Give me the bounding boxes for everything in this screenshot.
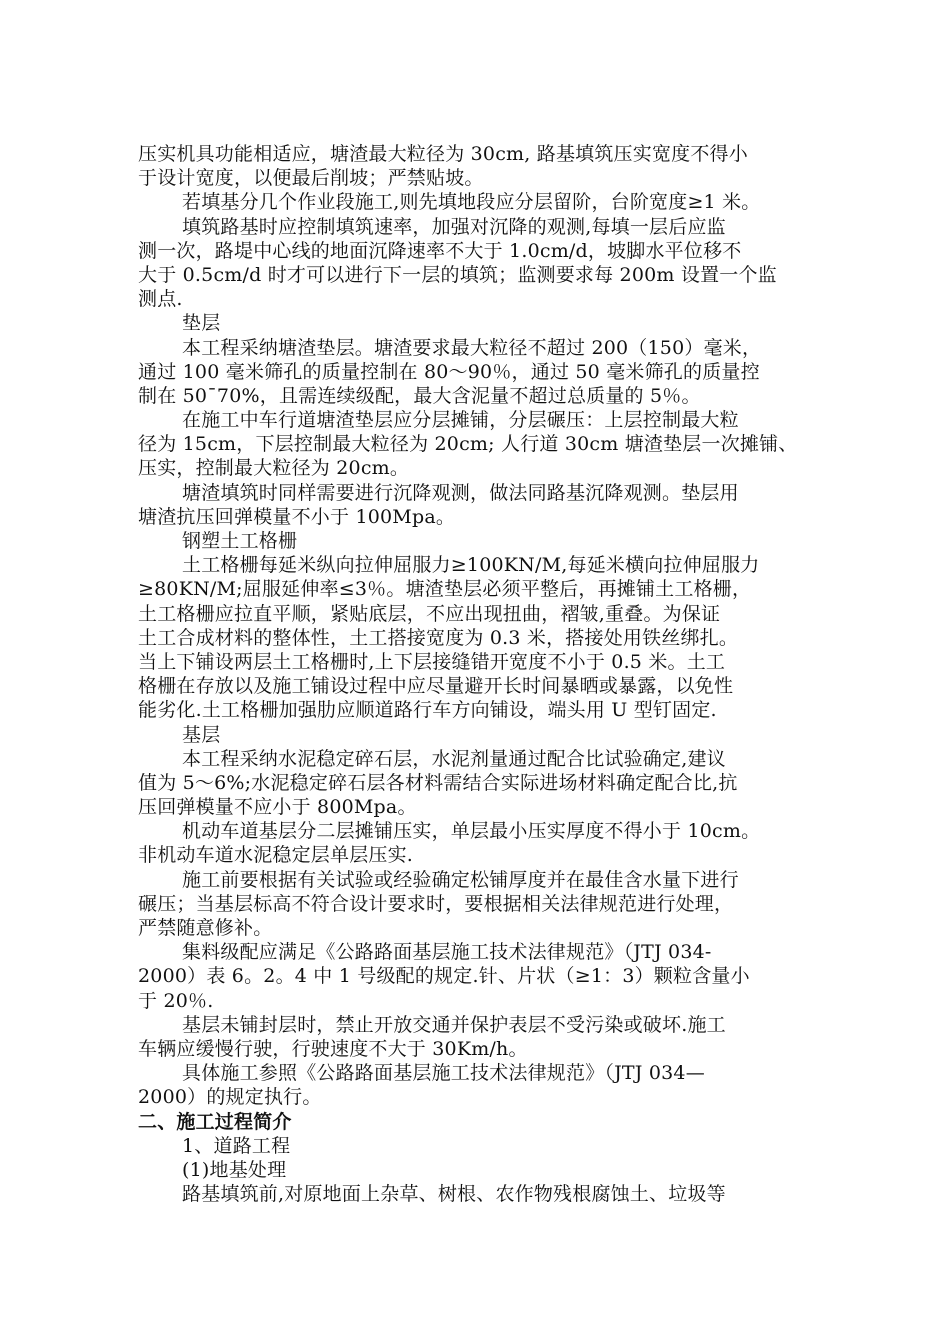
text-line: 2000）的规定执行。 xyxy=(138,1086,322,1109)
text-line: 压回弹模量不应小于 800Mpa。 xyxy=(138,796,417,819)
text-line: 压实机具功能相适应，塘渣最大粒径为 30cm, 路基填筑压实宽度不得小 xyxy=(138,143,748,165)
text-line: 本工程采纳塘渣垫层。塘渣要求最大粒径不超过 200（150）毫米， xyxy=(182,336,762,359)
text-line: 基层未铺封层时，禁止开放交通并保护表层不受污染或破坏.施工 xyxy=(182,1013,726,1036)
text-line: 径为 15cm，下层控制最大粒径为 20cm; 人行道 30cm 塘渣垫层一次摊铺、 xyxy=(138,433,798,456)
text-line: 制在 50¯70%，且需连续级配，最大含泥量不超过总质量的 5％。 xyxy=(138,384,701,407)
text-line: 于设计宽度，以便最后削坡；严禁贴坡。 xyxy=(138,167,484,190)
text-line: 车辆应缓慢行驶，行驶速度不大于 30Km/h。 xyxy=(138,1037,528,1060)
section-heading: 二、施工过程简介 xyxy=(138,1110,292,1133)
text-line: 能劣化.土工格栅加强肋应顺道路行车方向铺设，端头用 U 型钉固定. xyxy=(138,699,717,722)
text-line: 当上下铺设两层土工格栅时,上下层接缝错开宽度不小于 0.5 米。土工 xyxy=(138,650,726,673)
text-line: (1)地基处理 xyxy=(182,1158,287,1181)
text-line: 基层 xyxy=(182,723,221,746)
text-line: 塘渣填筑时同样需要进行沉降观测，做法同路基沉降观测。垫层用 xyxy=(182,481,739,504)
text-line: 压实，控制最大粒径为 20cm。 xyxy=(138,457,410,480)
text-line: 大于 0.5cm/d 时才可以进行下一层的填筑；监测要求每 200m 设置一个监 xyxy=(138,263,777,286)
text-line: 本工程采纳水泥稳定碎石层，水泥剂量通过配合比试验确定,建议 xyxy=(182,747,726,770)
text-line: 土工格栅应拉直平顺，紧贴底层，不应出现扭曲，褶皱,重叠。为保证 xyxy=(138,602,721,625)
text-line: 塘渣抗压回弹模量不小于 100Mpa。 xyxy=(138,505,456,528)
text-line: 若填基分几个作业段施工,则先填地段应分层留阶，台阶宽度≥1 米。 xyxy=(182,191,761,214)
text-line: 非机动车道水泥稳定层单层压实. xyxy=(138,844,414,867)
text-line: 在施工中车行道塘渣垫层应分层摊铺，分层碾压：上层控制最大粒 xyxy=(182,409,739,432)
text-line: 机动车道基层分二层摊铺压实，单层最小压实厚度不得小于 10cm。 xyxy=(182,820,761,843)
text-line: 土工格栅每延米纵向拉伸屈服力≥100KN/M,每延米横向拉伸屈服力 xyxy=(182,554,760,577)
text-line: 路基填筑前,对原地面上杂草、树根、农作物残根腐蚀土、垃圾等 xyxy=(182,1183,726,1206)
text-line: 填筑路基时应控制填筑速率，加强对沉降的观测,每填一层后应监 xyxy=(182,215,726,238)
text-line: 施工前要根据有关试验或经验确定松铺厚度并在最佳含水量下进行 xyxy=(182,868,739,891)
text-line: 钢塑土工格栅 xyxy=(182,530,298,552)
text-line: 严禁随意修补。 xyxy=(138,917,273,939)
text-line: 土工合成材料的整体性，土工搭接宽度为 0.3 米，搭接处用铁丝绑扎。 xyxy=(138,626,739,649)
text-line: 测一次，路堤中心线的地面沉降速率不大于 1.0cm/d，坡脚水平位移不 xyxy=(138,239,742,262)
text-line: 2000）表 6。2。4 中 1 号级配的规定.针、片状（≥1：3）颗粒含量小 xyxy=(138,965,750,988)
text-line: 测点. xyxy=(138,288,183,311)
text-line: 1、道路工程 xyxy=(182,1134,291,1157)
document-page xyxy=(138,142,838,1206)
text-line: 于 20％. xyxy=(138,989,214,1012)
text-line: 通过 100 毫米筛孔的质量控制在 80～90％，通过 50 毫米筛孔的质量控 xyxy=(138,360,760,383)
text-line: ≥80KN/M;屈服延伸率≤3％。塘渣垫层必须平整后，再摊铺土工格栅， xyxy=(138,578,752,601)
text-line: 垫层 xyxy=(182,312,221,335)
text-line: 格栅在存放以及施工铺设过程中应尽量避开长时间暴晒或暴露，以免性 xyxy=(138,675,734,698)
text-line: 值为 5～6%;水泥稳定碎石层各材料需结合实际进场材料确定配合比,抗 xyxy=(138,771,738,794)
text-line: 集料级配应满足《公路路面基层施工技术法律规范》（JTJ 034- xyxy=(182,941,712,964)
text-line: 具体施工参照《公路路面基层施工技术法律规范》（JTJ 034— xyxy=(182,1062,705,1085)
text-line: 碾压；当基层标高不符合设计要求时，要根据相关法律规范进行处理， xyxy=(138,892,734,915)
